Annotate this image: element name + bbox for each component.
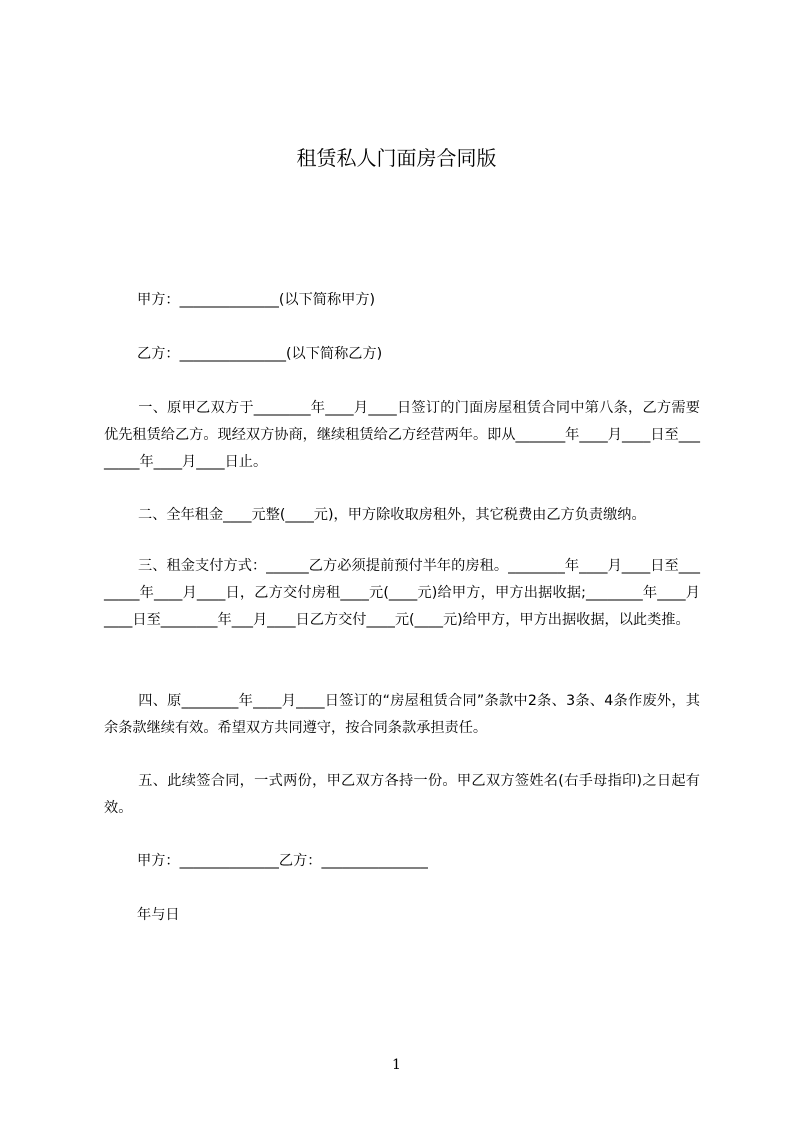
date-line: 年与日: [137, 907, 180, 923]
clause-5: [104, 768, 700, 822]
clause-1-text: 一、原甲乙双方于________年____月____日签订的门面房屋租赁合同中第八条，乙方需要优先租赁给乙方。现经双方协商，继续租赁给乙方经营两年。即从_______年____月____日至________年____月____日止。: [104, 400, 700, 470]
clause-1: [104, 395, 700, 476]
clause-4: [104, 688, 700, 742]
clause-5-text: 五、此续签合同，一式两份，甲乙双方各持一份。甲乙双方签姓名(右手母指印)之日起有效。: [104, 773, 700, 816]
clause-3-text: 三、租金支付方式：______乙方必须提前预付半年的房租。________年____月____日至________年____月____日，乙方交付房租____元(____元)给甲方，甲方出据收据;________年____月____日至________年___月____日乙方交付____元(____元)给甲方，甲方出据收据，以此类推。: [104, 558, 700, 628]
page-number: 1: [392, 1057, 401, 1073]
clause-2-text: 二、全年租金____元整(____元)，甲方除收取房租外，其它税费由乙方负责缴纳。: [138, 507, 646, 523]
clause-3: [104, 553, 700, 634]
clause-2: [104, 502, 700, 529]
party-b-line: 乙方：_______________(以下简称乙方): [137, 346, 383, 362]
clause-4-text: 四、原________年____月____日签订的“房屋租赁合同”条款中2条、3条、4条作废外，其余条款继续有效。希望双方共同遵守，按合同条款承担责任。: [104, 693, 700, 736]
signature-line: 甲方：______________乙方：_______________: [137, 853, 428, 869]
document-title: 租赁私人门面房合同版: [296, 146, 497, 170]
party-a-line: 甲方：______________(以下简称甲方): [137, 292, 376, 308]
